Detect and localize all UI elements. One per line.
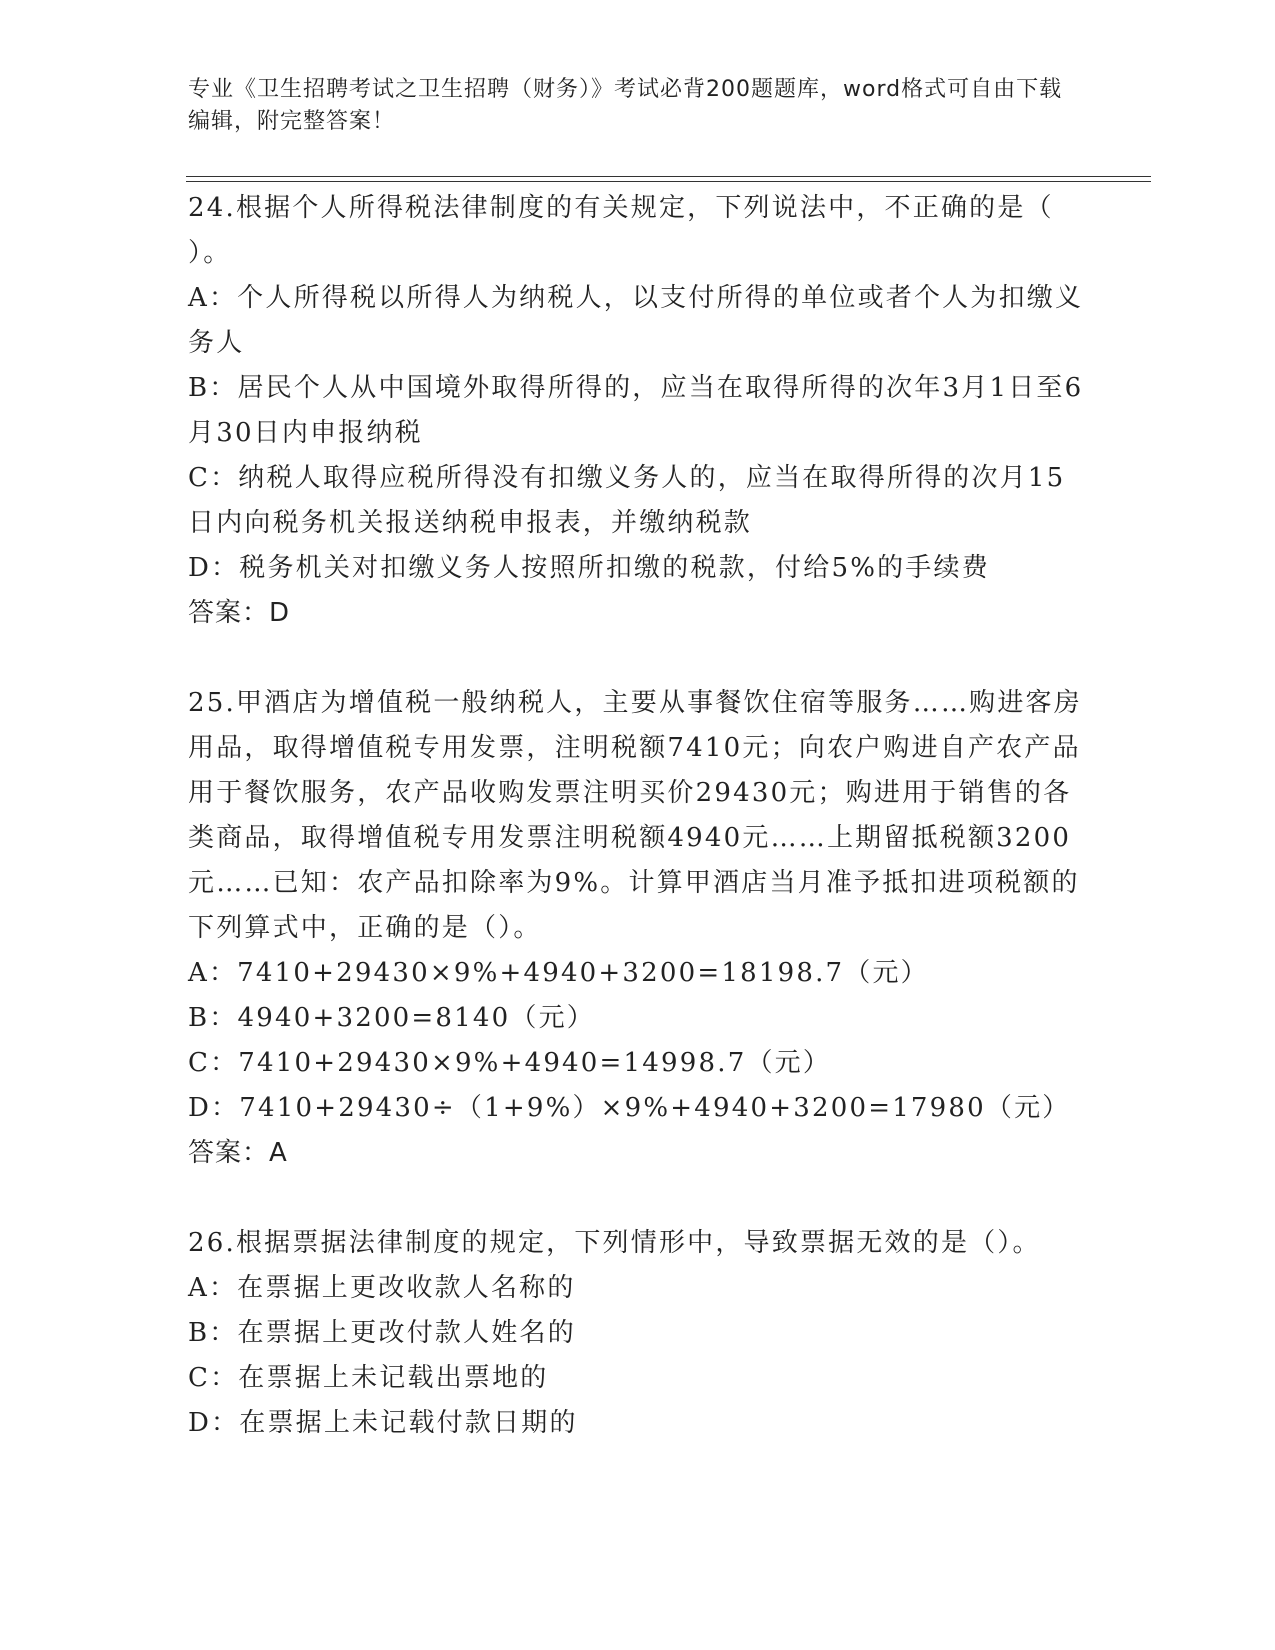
- document-header: 专业《卫生招聘考试之卫生招聘（财务）》考试必背200题题库，word格式可自由下载编辑，附完整答案！: [188, 77, 1063, 134]
- question-stem: 25.甲酒店为增值税一般纳税人，主要从事餐饮住宿等服务……购进客房用品，取得增值税专用发票，注明税额7410元；向农户购进自产农产品用于餐饮服务，农产品收购发票注明买价29430元；购进用于销售的各类商品，取得增值税专用发票注明税额4940元……上期留抵税额3200元……已知：农产品扣除率为9%。计算甲酒店当月准予抵扣进项税额的下列算式中，正确的是（）。: [188, 688, 1082, 943]
- option-d: D：税务机关对扣缴义务人按照所扣缴的税款，付给5%的手续费: [188, 553, 990, 583]
- question-stem: 24.根据个人所得税法律制度的有关规定，下列说法中，不正确的是（ ）。: [188, 193, 1054, 268]
- question-25: [188, 681, 1088, 1176]
- option-c: C：7410+29430×9%+4940=14998.7（元）: [188, 1048, 832, 1078]
- question-stem: 26.根据票据法律制度的规定，下列情形中，导致票据无效的是（）。: [188, 1228, 1041, 1258]
- option-b: B：居民个人从中国境外取得所得的，应当在取得所得的次年3月1日至6月30日内申报纳税: [188, 373, 1084, 448]
- question-24: [188, 186, 1088, 636]
- question-list: [188, 186, 1088, 1446]
- answer-label: 答案：A: [188, 1138, 288, 1168]
- option-d: D：7410+29430÷（1+9%）×9%+4940+3200=17980（元）: [188, 1093, 1071, 1123]
- header-rule-top: [186, 176, 1151, 177]
- option-a: A：个人所得税以所得人为纳税人，以支付所得的单位或者个人为扣缴义务人: [188, 283, 1084, 358]
- option-c: C：纳税人取得应税所得没有扣缴义务人的，应当在取得所得的次月15日内向税务机关报送纳税申报表，并缴纳税款: [188, 463, 1066, 538]
- option-d: D：在票据上未记载付款日期的: [188, 1408, 578, 1438]
- answer-label: 答案：D: [188, 598, 291, 628]
- option-b: B：4940+3200=8140（元）: [188, 1003, 595, 1033]
- option-c: C：在票据上未记载出票地的: [188, 1363, 549, 1393]
- option-b: B：在票据上更改付款人姓名的: [188, 1318, 576, 1348]
- question-26: [188, 1221, 1088, 1446]
- option-a: A：在票据上更改收款人名称的: [188, 1273, 576, 1303]
- header-rule-bottom: [186, 181, 1151, 182]
- option-a: A：7410+29430×9%+4940+3200=18198.7（元）: [188, 958, 929, 988]
